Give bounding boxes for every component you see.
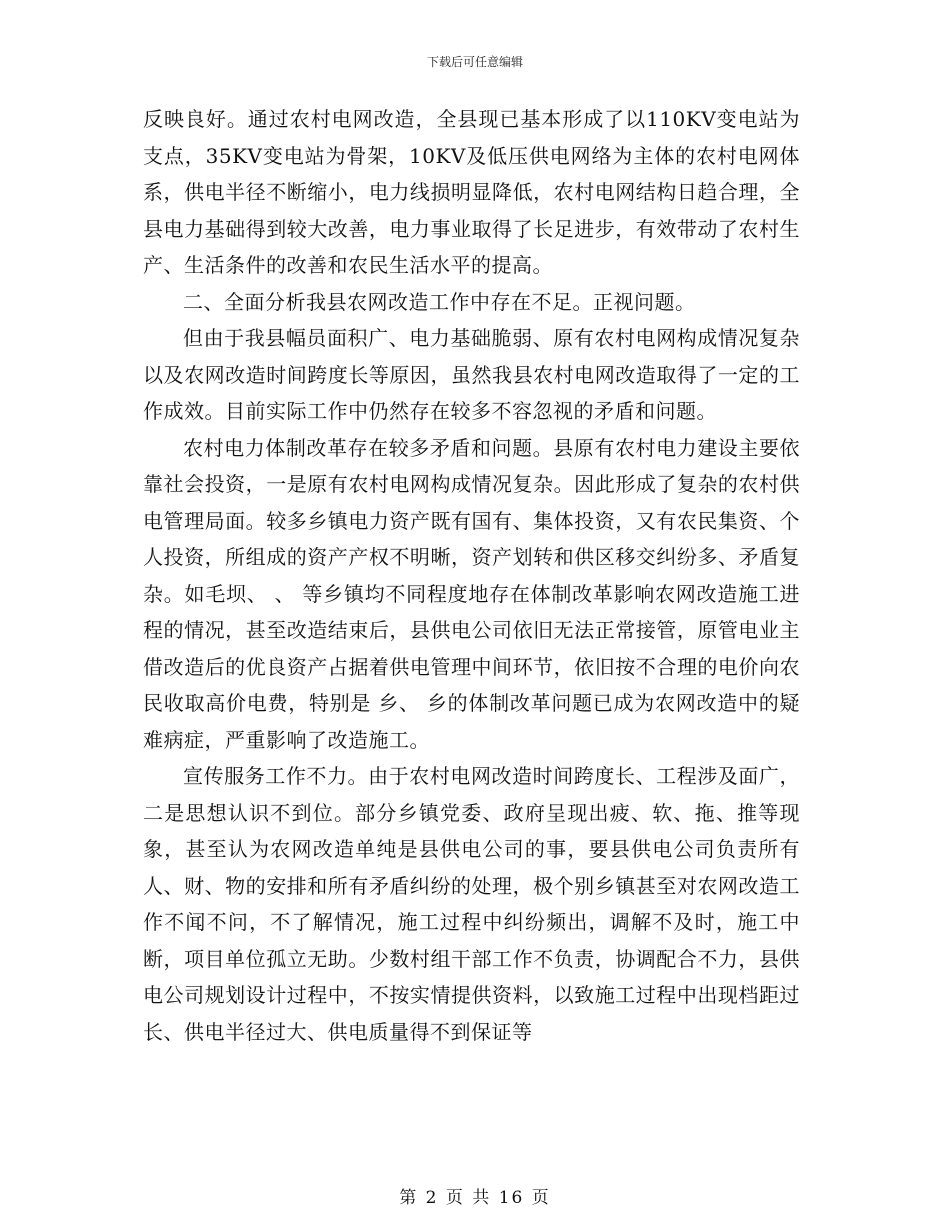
page-header: 下载后可任意编辑 bbox=[426, 55, 523, 69]
paragraph: 反映良好。通过农村电网改造，全县现已基本形成了以110KV变电站为支点，35KV变电站为骨架，10KV及低压供电网络为主体的农村电网体系，供电半径不断缩小，电力线损明显降低，农村电网结构日趋合理，全县电力基础得到较大改善，电力事业取得了长足进步，有效带动了农村生产、生活条件的改善和农民生活水平的提高。 bbox=[143, 107, 800, 277]
paragraph: 但由于我县幅员面积广、电力基础脆弱、原有农村电网构成情况复杂以及农网改造时间跨度长等原因，虽然我县农村电网改造取得了一定的工作成效。目前实际工作中仍然存在较多不容忽视的矛盾和问题。 bbox=[143, 326, 800, 423]
document-body bbox=[143, 101, 800, 1050]
section-heading: 二、全面分析我县农网改造工作中存在不足。正视问题。 bbox=[183, 289, 696, 314]
paragraph: 宣传服务工作不力。由于农村电网改造时间跨度长、工程涉及面广，二是思想认识不到位。部分乡镇党委、政府呈现出疲、软、拖、推等现象，甚至认为农网改造单纯是县供电公司的事，要县供电公司负责所有人、财、物的安排和所有矛盾纠纷的处理，极个别乡镇甚至对农网改造工作不闻不问，不了解情况，施工过程中纠纷频出，调解不及时，施工中断，项目单位孤立无助。少数村组干部工作不负责，协调配合不力，县供电公司规划设计过程中，不按实情提供资料，以致施工过程中出现档距过长、供电半径过大、供电质量得不到保证等 bbox=[143, 764, 800, 1044]
paragraph: 农村电力体制改革存在较多矛盾和问题。县原有农村电力建设主要依靠社会投资，一是原有农村电网构成情况复杂。因此形成了复杂的农村供电管理局面。较多乡镇电力资产既有国有、集体投资，又有农民集资、个人投资，所组成的资产产权不明晰，资产划转和供区移交纠纷多、矛盾复杂。如毛坝、 、 等乡镇均不同程度地存在体制改革影响农网改造施工进程的情况，甚至改造结束后，县供电公司依旧无法正常接管，原管电业主借改造后的优良资产占据着供电管理中间环节，依旧按不合理的电价向农民收取高价电费，特别是 乡、 乡的体制改革问题已成为农网改造中的疑难病症，严重影响了改造施工。 bbox=[143, 435, 800, 752]
page-footer: 第 2 页 共 16 页 bbox=[399, 1188, 551, 1208]
